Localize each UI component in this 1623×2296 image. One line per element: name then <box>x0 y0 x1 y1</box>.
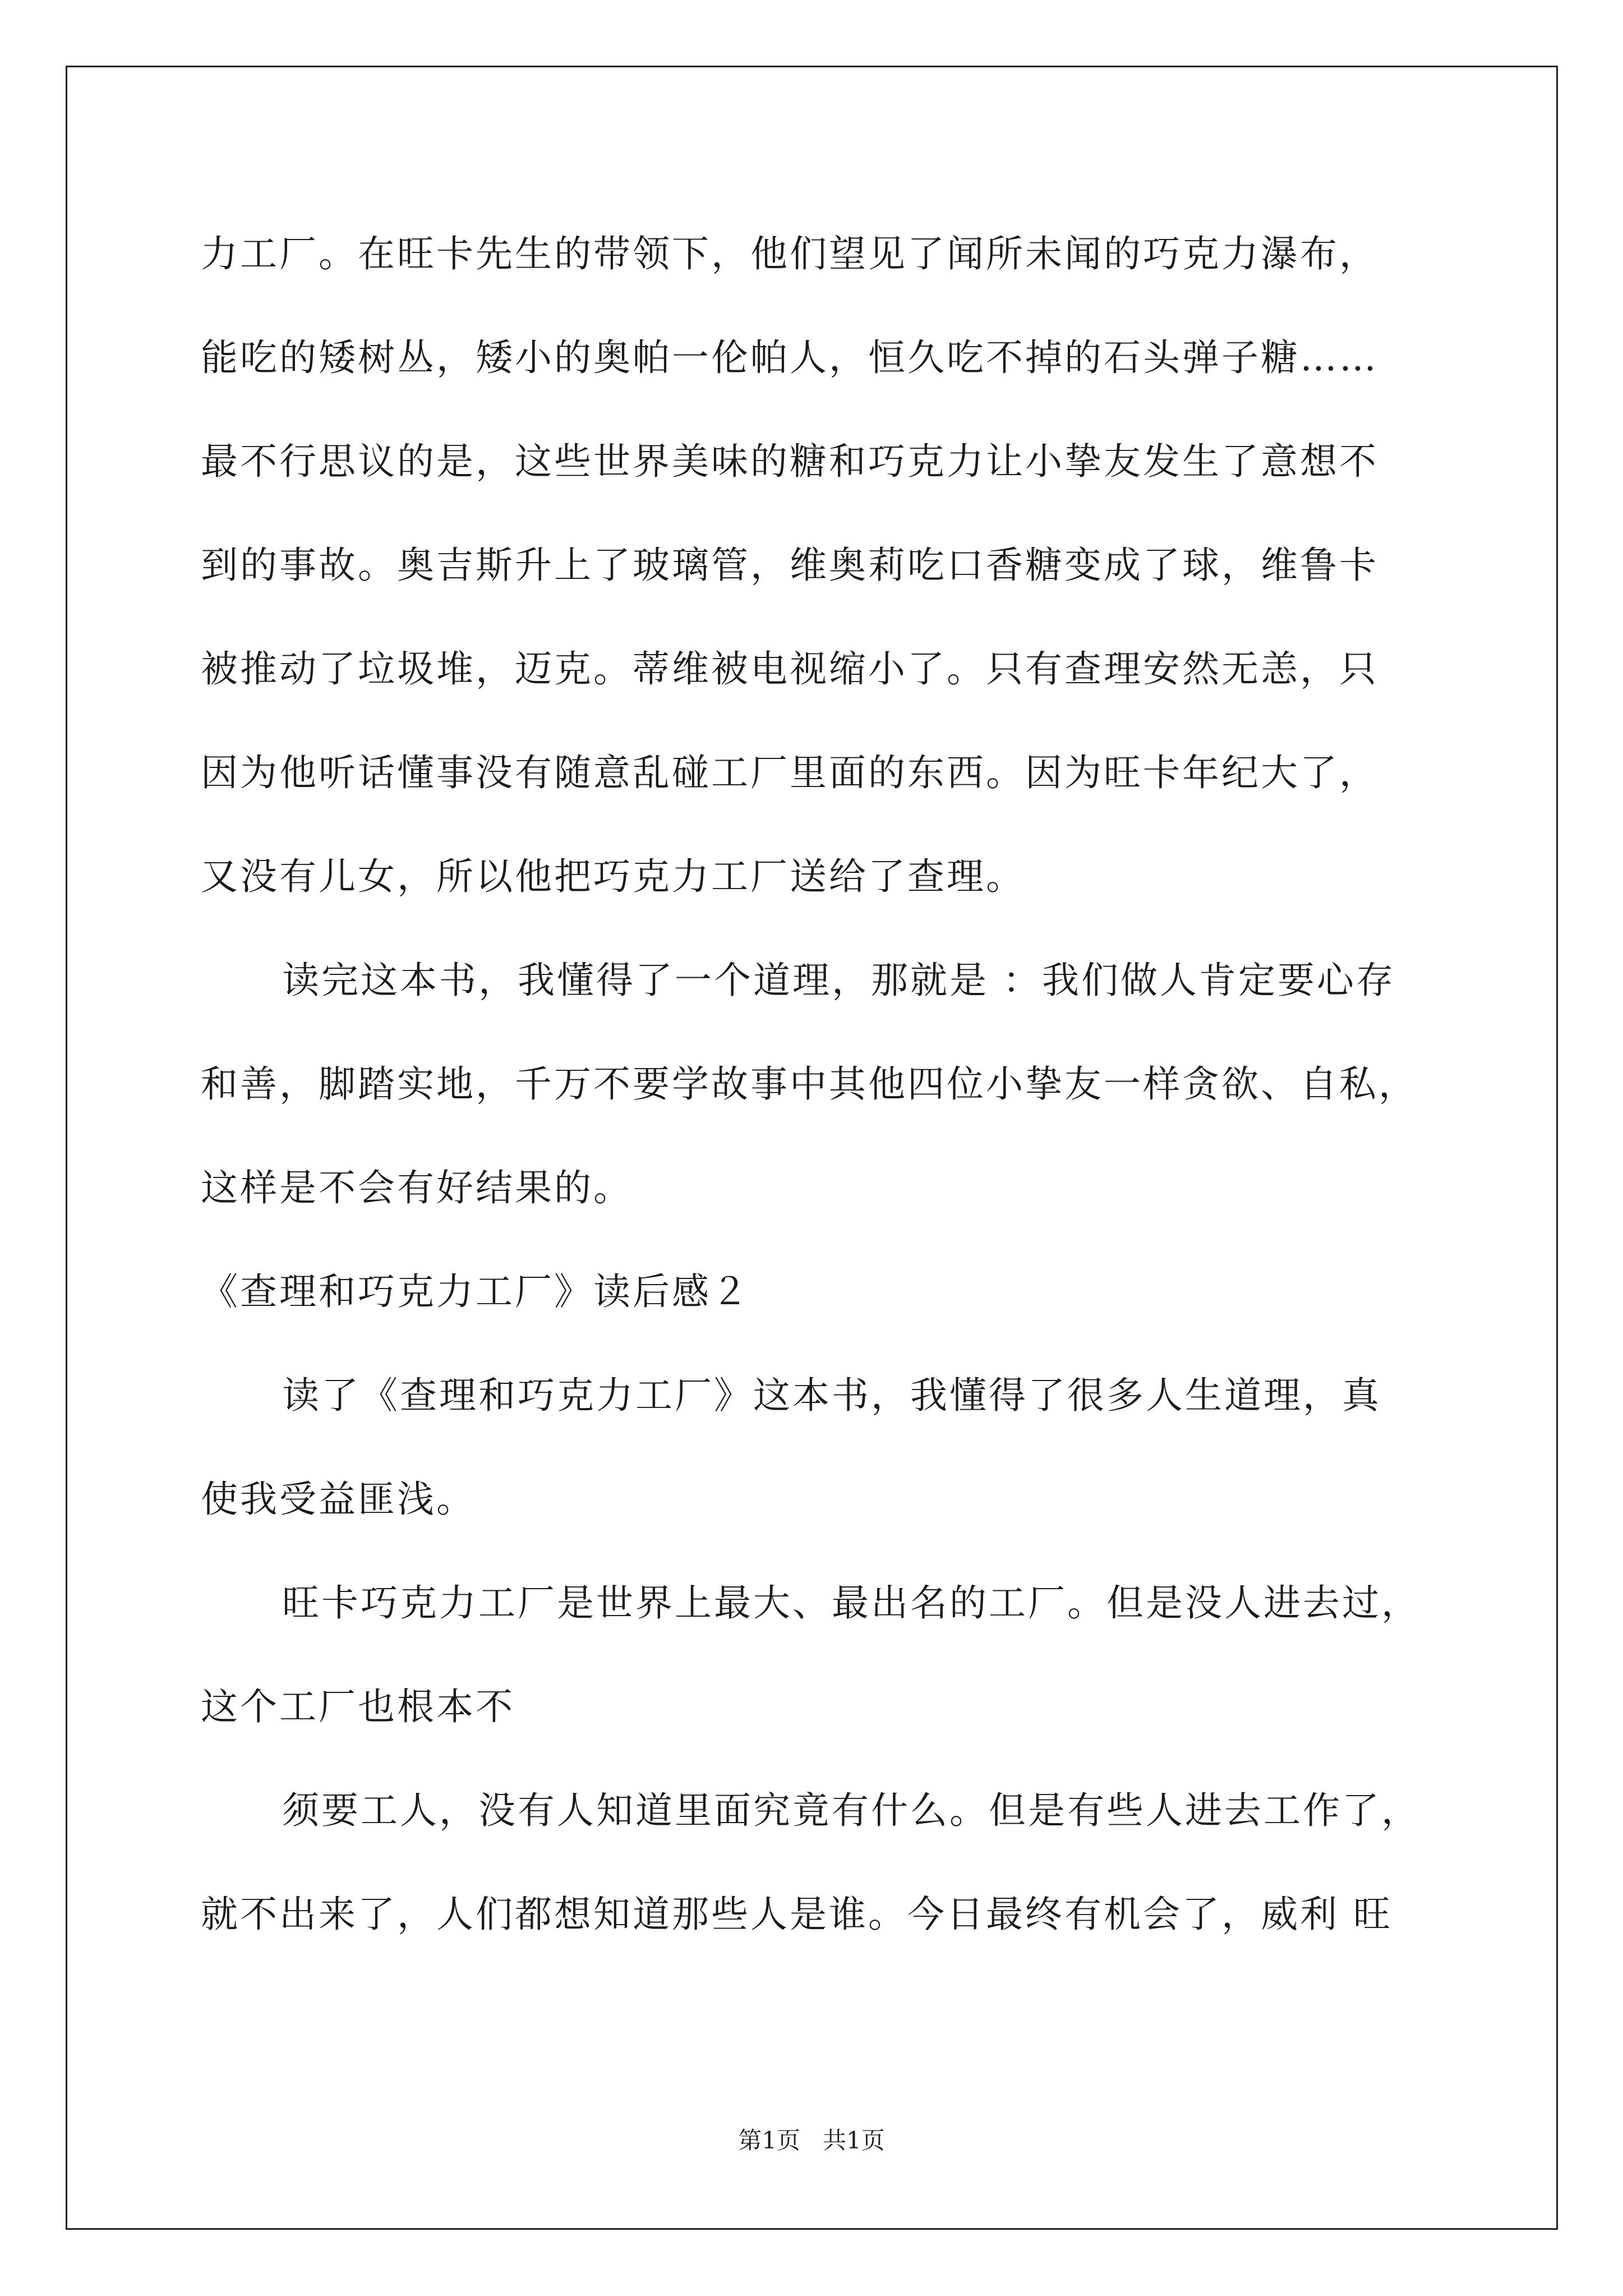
body-line: 这样是不会有好结果的。 <box>201 1166 633 1209</box>
body-line: 能吃的矮树丛，矮小的奥帕一伦帕人，恒久吃不掉的石头弹子糖…… <box>201 336 1378 379</box>
paragraph-start-line: 读了《查理和巧克力工厂》这本书，我懂得了很多人生道理，真 <box>282 1374 1381 1417</box>
paragraph-start-line: 须要工人，没有人知道里面究竟有什么。但是有些人进去工作了， <box>282 1789 1421 1832</box>
body-line: 到的事故。奥吉斯升上了玻璃管，维奥莉吃口香糖变成了球，维鲁卡 <box>201 544 1378 587</box>
body-line: 和善，脚踏实地，千万不要学故事中其他四位小挚友一样贪欲、自私， <box>201 1062 1418 1106</box>
body-line: 就不出来了，人们都想知道那些人是谁。今日最终有机会了，威利 旺 <box>201 1893 1393 1936</box>
paragraph-start-line: 读完这本书，我懂得了一个道理，那就是 ：我们做人肯定要心存 <box>282 959 1395 1002</box>
page-footer: 第1页 共1页 <box>738 2127 885 2154</box>
body-line: 又没有儿女，所以他把巧克力工厂送给了查理。 <box>201 855 1025 898</box>
body-line: 这个工厂也根本不 <box>201 1685 515 1728</box>
body-line: 使我受益匪浅。 <box>201 1478 476 1521</box>
body-line: 因为他听话懂事没有随意乱碰工厂里面的东西。因为旺卡年纪大了， <box>201 751 1378 794</box>
body-line: 被推动了垃圾堆，迈克。蒂维被电视缩小了。只有查理安然无恙，只 <box>201 647 1378 691</box>
paragraph-start-line: 旺卡巧克力工厂是世界上最大、最出名的工厂。但是没人进去过， <box>282 1581 1421 1625</box>
section-heading: 《查理和巧克力工厂》读后感２ <box>201 1270 750 1313</box>
body-line: 最不行思议的是，这些世界美味的糖和巧克力让小挚友发生了意想不 <box>201 440 1378 483</box>
body-line: 力工厂。在旺卡先生的带领下，他们望见了闻所未闻的巧克力瀑布， <box>201 232 1378 275</box>
